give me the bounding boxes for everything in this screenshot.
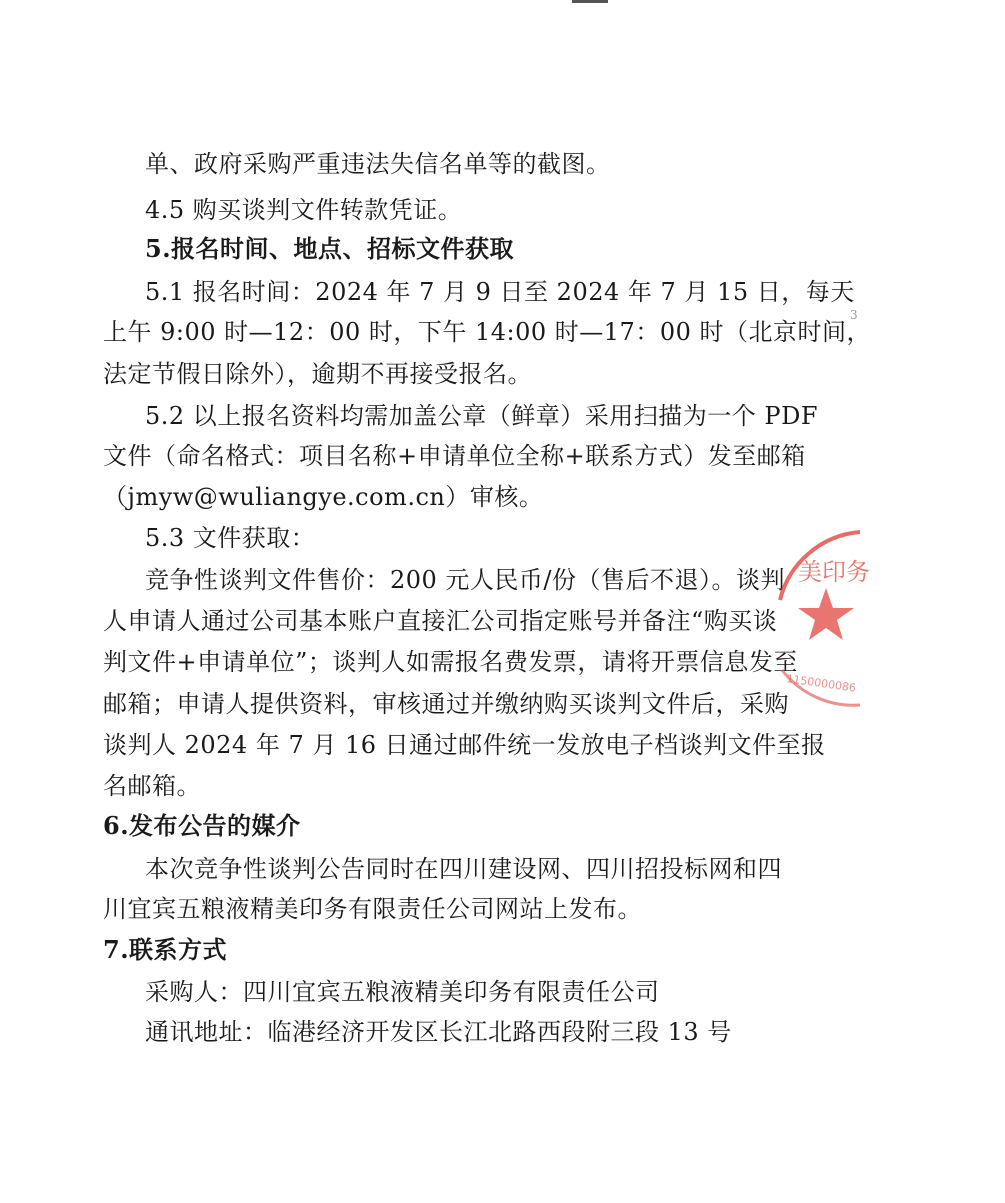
text-line-22: 通讯地址：临港经济开发区长江北路西段附三段 13 号 bbox=[145, 1018, 732, 1046]
text-line-8: 文件（命名格式：项目名称+申请单位全称+联系方式）发至邮箱 bbox=[103, 442, 806, 470]
seal-number: 1150000086 bbox=[785, 672, 857, 695]
text-line-1: 单、政府采购严重违法失信名单等的截图。 bbox=[145, 150, 611, 178]
text-line-11: 竞争性谈判文件售价：200 元人民币/份（售后不退）。谈判 bbox=[145, 566, 786, 594]
text-line-15: 谈判人 2024 年 7 月 16 日通过邮件统一发放电子档谈判文件至报 bbox=[103, 731, 826, 759]
text-line-4: 5.1 报名时间：2024 年 7 月 9 日至 2024 年 7 月 15 日，每天 bbox=[145, 278, 855, 306]
text-line-19: 川宜宾五粮液精美印务有限责任公司网站上发布。 bbox=[103, 895, 642, 923]
section-heading-5: 5.报名时间、地点、招标文件获取 bbox=[145, 234, 515, 263]
text-line-9: （jmyw@wuliangye.com.cn）审核。 bbox=[103, 483, 544, 511]
seal-text: 美印务 bbox=[798, 558, 870, 586]
section-heading-6: 6.发布公告的媒介 bbox=[103, 811, 301, 840]
scan-top-mark bbox=[572, 0, 608, 3]
text-line-14: 邮箱；申请人提供资料，审核通过并缴纳购买谈判文件后，采购 bbox=[103, 690, 789, 718]
text-line-2: 4.5 购买谈判文件转款凭证。 bbox=[145, 196, 463, 224]
text-line-7: 5.2 以上报名资料均需加盖公章（鲜章）采用扫描为一个 PDF bbox=[145, 402, 818, 430]
text-line-5: 上午 9:00 时—12：00 时，下午 14:00 时—17：00 时（北京时间， bbox=[103, 318, 871, 346]
text-line-21: 采购人：四川宜宾五粮液精美印务有限责任公司 bbox=[145, 978, 660, 1006]
text-line-16: 名邮箱。 bbox=[103, 772, 201, 800]
text-line-10: 5.3 文件获取： bbox=[145, 524, 316, 552]
edge-mark: 3 bbox=[850, 308, 858, 322]
text-line-12: 人申请人通过公司基本账户直接汇公司指定账号并备注“购买谈 bbox=[103, 607, 778, 635]
text-line-6: 法定节假日除外），逾期不再接受报名。 bbox=[103, 360, 532, 388]
official-seal-stamp bbox=[770, 520, 870, 710]
text-line-13: 判文件+申请单位”；谈判人如需报名费发票，请将开票信息发至 bbox=[103, 648, 798, 676]
text-line-18: 本次竞争性谈判公告同时在四川建设网、四川招投标网和四 bbox=[145, 855, 782, 883]
section-heading-7: 7.联系方式 bbox=[103, 935, 228, 964]
